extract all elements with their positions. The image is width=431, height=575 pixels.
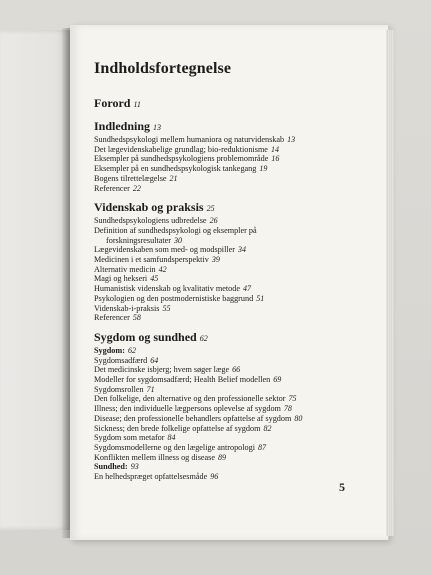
- entry-text: Sickness; den brede folkelige opfattelse af sygdom: [94, 423, 261, 433]
- entry-text: En helhedspræget opfattelsesmåde: [94, 472, 208, 482]
- toc-entry: [94, 245, 374, 255]
- toc-entry: [94, 154, 374, 164]
- entry-page: 30: [174, 235, 183, 245]
- entry-page: 66: [232, 365, 241, 375]
- toc-entry: [94, 255, 374, 265]
- toc-title: Indholdsfortegnelse: [94, 60, 232, 77]
- entry-text: Det medicinske isbjerg; hvem søger læge: [94, 365, 230, 375]
- table-of-contents: [94, 60, 374, 489]
- toc-entry: [94, 174, 374, 184]
- entry-page: 71: [146, 384, 155, 394]
- toc-entry: [94, 385, 374, 395]
- entry-text: Sygdomsadfærd: [94, 355, 148, 365]
- toc-entry: [94, 375, 374, 385]
- toc-entry: [94, 304, 374, 314]
- entry-text: Eksempler på sundhedspsykologiens problemområde: [94, 154, 269, 164]
- entry-page: 80: [294, 413, 303, 423]
- entry-page: 45: [150, 274, 159, 284]
- entry-text: Eksempler på en sundhedspsykologisk tankegang: [94, 164, 257, 174]
- section-heading-page: 62: [199, 333, 208, 343]
- entry-text: Modeller for sygdomsadfærd; Health Belief modellen: [94, 375, 271, 385]
- entry-text: Referencer: [94, 313, 130, 323]
- left-page: [0, 30, 70, 530]
- section-heading-label: Indledning: [94, 119, 151, 133]
- toc-sections: [94, 119, 374, 482]
- entry-page: 84: [167, 433, 176, 443]
- toc-entry: [94, 365, 374, 375]
- toc-entry: [94, 226, 374, 245]
- toc-entry: [94, 356, 374, 366]
- section-heading-label: Sygdom og sundhed: [94, 329, 197, 344]
- entry-page: 13: [287, 135, 296, 144]
- entry-text: Sundhedspsykologi mellem humaniora og naturvidenskab: [94, 135, 285, 144]
- entry-text: Referencer: [94, 183, 130, 193]
- toc-entry: [94, 135, 374, 145]
- toc-entry: [94, 294, 374, 304]
- forord-label: Forord: [94, 96, 131, 110]
- entry-text: Magi og hekseri: [94, 274, 148, 284]
- section-heading-label: Videnskab og praksis: [94, 200, 204, 215]
- entry-page: 34: [237, 245, 246, 255]
- entry-page: 55: [162, 303, 171, 313]
- toc-entry: [94, 284, 374, 294]
- toc-entry: [94, 313, 374, 323]
- entry-text: Medicinen i et samfundsperspektiv: [94, 255, 209, 265]
- section-heading-page: 13: [153, 123, 162, 132]
- entry-text: Videnskab-i-praksis: [94, 303, 160, 313]
- entry-text: Konflikten mellem illness og disease: [94, 452, 215, 462]
- entry-text: Lægevidenskaben som med- og modspiller: [94, 245, 235, 255]
- entry-page: 58: [132, 313, 141, 323]
- toc-entry: [94, 424, 374, 434]
- entry-page: 16: [271, 154, 280, 164]
- entry-page: 87: [258, 442, 266, 452]
- toc-section: [94, 119, 374, 193]
- toc-entry: [94, 472, 374, 482]
- entry-text: Det lægevidenskabelige grundlag; bio-reduktionisme: [94, 144, 268, 154]
- toc-forord: [94, 96, 374, 111]
- entry-page: 14: [270, 144, 279, 154]
- toc-entry: [94, 443, 374, 453]
- entry-page: 26: [209, 216, 218, 226]
- entry-text: Disease; den professionelle behandlers opfattelse af sygdom: [94, 413, 292, 423]
- section-heading-page: 25: [206, 204, 215, 214]
- entry-page: 19: [259, 164, 268, 174]
- entry-text: Sygdomsmodellerne og den lægelige antropologi: [94, 442, 255, 452]
- entry-page: 64: [150, 355, 159, 365]
- toc-section: [94, 330, 374, 482]
- toc-entry: [94, 145, 374, 155]
- entry-text: Sundhedspsykologiens udbredelse: [94, 216, 207, 226]
- toc-entry: [94, 274, 374, 284]
- toc-entry: [94, 462, 374, 472]
- entry-text: Sundhed:: [94, 462, 128, 472]
- entry-page: 69: [273, 375, 282, 385]
- entry-page: 39: [211, 255, 220, 265]
- entry-text: Sygdom:: [94, 345, 125, 355]
- entry-text: Definition af sundhedspsykologi og eksempler på: [94, 225, 257, 235]
- forord-page: 11: [133, 100, 141, 109]
- toc-entry: [94, 433, 374, 443]
- entry-page: 21: [169, 173, 178, 183]
- entry-text: Den folkelige, den alternative og den professionelle sektor: [94, 394, 286, 404]
- toc-entry: [94, 346, 374, 356]
- entry-list: [94, 135, 374, 193]
- entry-text: Sygdomsrollen: [94, 384, 144, 394]
- entry-text: Psykologien og den postmodernistiske baggrund: [94, 293, 254, 303]
- entry-page: 93: [130, 462, 139, 472]
- toc-entry: [94, 265, 374, 275]
- toc-entry: [94, 164, 374, 174]
- section-heading: [94, 200, 374, 216]
- toc-section: [94, 200, 374, 323]
- entry-page: 47: [243, 284, 251, 294]
- entry-list: [94, 346, 374, 482]
- entry-page: 89: [217, 452, 226, 462]
- entry-list: [94, 216, 374, 323]
- toc-entry: [94, 216, 374, 226]
- entry-text: Humanistisk videnskab og kvalitativ metode: [94, 284, 240, 294]
- entry-text: Sygdom som metafor: [94, 433, 165, 443]
- entry-page: 42: [158, 264, 167, 274]
- entry-page: 75: [288, 394, 297, 404]
- entry-page: 62: [127, 345, 136, 355]
- toc-entry: [94, 404, 374, 414]
- entry-text-continued: [94, 236, 374, 246]
- section-heading: [94, 330, 374, 346]
- entry-continuation: forskningsresultater: [106, 235, 172, 245]
- entry-page: 51: [256, 293, 265, 303]
- page-edges: [386, 30, 394, 536]
- entry-page: 82: [263, 423, 272, 433]
- toc-entry: [94, 394, 374, 404]
- toc-entry: [94, 453, 374, 463]
- page-number: 5: [339, 480, 345, 494]
- section-heading: [94, 119, 374, 135]
- toc-entry: [94, 184, 374, 194]
- entry-page: 78: [283, 404, 292, 414]
- entry-text: Alternativ medicin: [94, 264, 156, 274]
- entry-text: Illness; den individuelle lægpersons oplevelse af sygdom: [94, 404, 281, 414]
- entry-text: Bogens tilrettelægelse: [94, 173, 167, 183]
- entry-page: 22: [132, 183, 141, 193]
- entry-page: 96: [210, 472, 219, 482]
- toc-entry: [94, 414, 374, 424]
